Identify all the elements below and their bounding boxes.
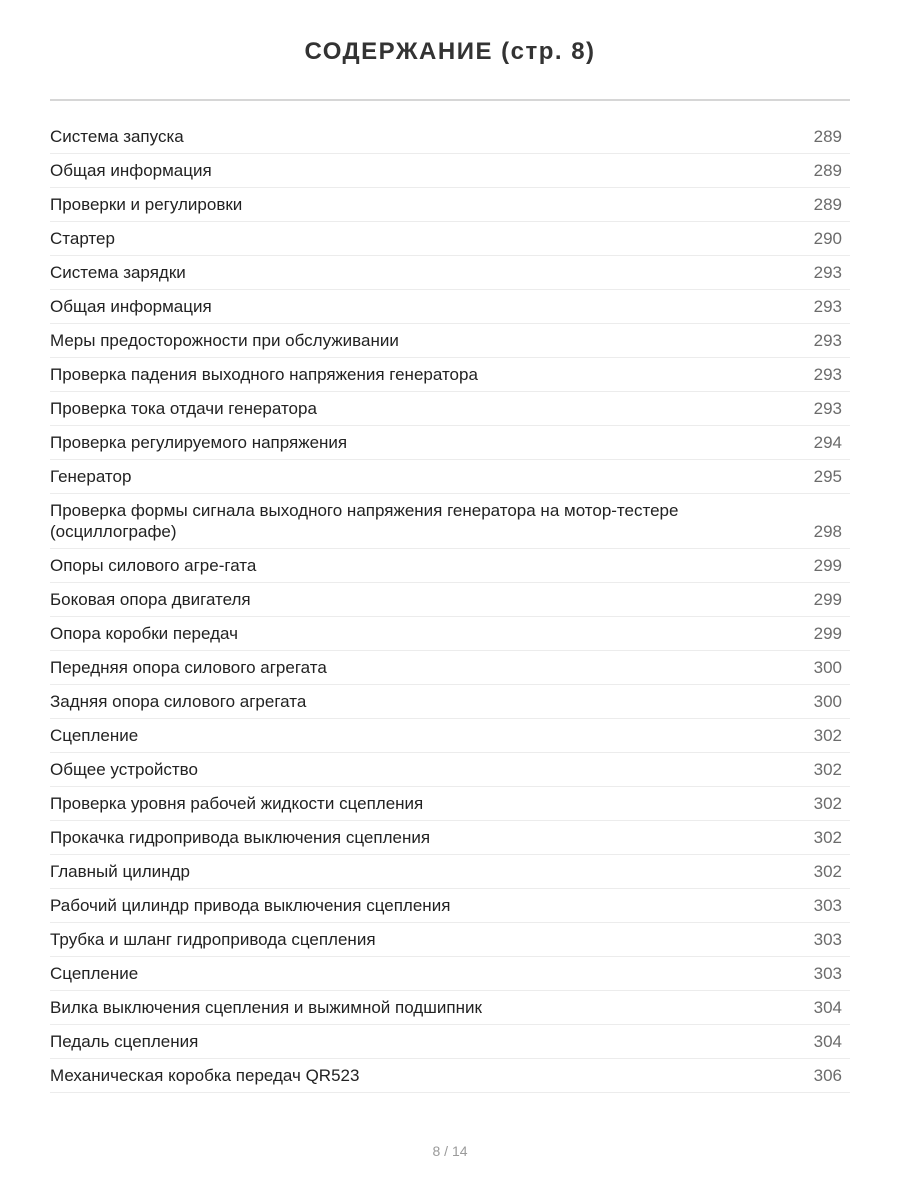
toc-entry[interactable] <box>50 392 850 426</box>
toc-entry[interactable] <box>50 460 850 494</box>
toc-entry-title: Меры предосторожности при обслуживании <box>50 331 399 350</box>
toc-entry[interactable] <box>50 583 850 617</box>
toc-entry[interactable] <box>50 1059 850 1093</box>
toc-entry-page-number: 303 <box>813 896 842 915</box>
toc-entry-page-number: 302 <box>813 828 842 847</box>
toc-entry-page-number: 289 <box>813 127 842 146</box>
toc-entry-page-number: 299 <box>813 556 842 575</box>
toc-entry-page-number: 306 <box>813 1066 842 1085</box>
toc-entry-title: Система зарядки <box>50 263 186 282</box>
page-title: СОДЕРЖАНИЕ (стр. 8) <box>304 38 596 65</box>
toc-list <box>50 120 850 1093</box>
toc-entry-page-number: 299 <box>813 624 842 643</box>
toc-entry[interactable] <box>50 821 850 855</box>
toc-entry[interactable] <box>50 617 850 651</box>
toc-entry[interactable] <box>50 1025 850 1059</box>
toc-entry-page-number: 302 <box>813 760 842 779</box>
toc-entry[interactable] <box>50 991 850 1025</box>
toc-entry-page-number: 298 <box>813 522 842 541</box>
toc-entry-title: Главный цилиндр <box>50 862 190 881</box>
toc-entry-title: Система запуска <box>50 127 184 146</box>
toc-entry-title: Прокачка гидропривода выключения сцепления <box>50 828 431 847</box>
toc-entry-page-number: 290 <box>813 229 842 248</box>
toc-entry[interactable] <box>50 426 850 460</box>
toc-entry[interactable] <box>50 494 850 549</box>
toc-entry-title: Опора коробки передач <box>50 624 238 643</box>
toc-entry-title: Педаль сцепления <box>50 1032 199 1051</box>
toc-entry-page-number: 294 <box>813 433 842 452</box>
toc-entry[interactable] <box>50 685 850 719</box>
toc-entry[interactable] <box>50 358 850 392</box>
toc-entry-page-number: 289 <box>813 161 842 180</box>
toc-entry[interactable] <box>50 855 850 889</box>
toc-entry[interactable] <box>50 753 850 787</box>
toc-entry[interactable] <box>50 651 850 685</box>
toc-entry[interactable] <box>50 549 850 583</box>
toc-entry-title: Опоры силового агре-гата <box>50 556 257 575</box>
toc-entry-title: Проверка тока отдачи генератора <box>50 399 317 418</box>
toc-entry[interactable] <box>50 222 850 256</box>
toc-entry-title: Генератор <box>50 467 132 486</box>
toc-entry[interactable] <box>50 889 850 923</box>
toc-entry-page-number: 303 <box>813 930 842 949</box>
toc-entry-page-number: 300 <box>813 692 842 711</box>
toc-entry-title: Механическая коробка передач QR523 <box>50 1066 360 1085</box>
toc-entry-title: Проверка регулируемого напряжения <box>50 433 348 452</box>
toc-entry-title: Сцепление <box>50 964 139 983</box>
toc-entry[interactable] <box>50 957 850 991</box>
toc-entry[interactable] <box>50 787 850 821</box>
toc-entry-title: Проверка формы сигнала выходного напряжения генератора на мотор-тестере (осциллографе) <box>50 501 679 541</box>
toc-entry-page-number: 289 <box>813 195 842 214</box>
toc-entry-page-number: 302 <box>813 726 842 745</box>
toc-entry-page-number: 299 <box>813 590 842 609</box>
toc-entry-page-number: 295 <box>813 467 842 486</box>
toc-entry-title: Стартер <box>50 229 115 248</box>
toc-entry[interactable] <box>50 188 850 222</box>
toc-entry-title: Общее устройство <box>50 760 198 779</box>
toc-entry[interactable] <box>50 256 850 290</box>
toc-entry[interactable] <box>50 290 850 324</box>
toc-entry-page-number: 293 <box>813 263 842 282</box>
toc-entry[interactable] <box>50 120 850 154</box>
toc-entry-title: Проверка уровня рабочей жидкости сцепления <box>50 794 424 813</box>
toc-entry[interactable] <box>50 923 850 957</box>
toc-entry-page-number: 304 <box>813 998 842 1017</box>
toc-entry-title: Сцепление <box>50 726 139 745</box>
toc-entry-title: Задняя опора силового агрегата <box>50 692 307 711</box>
toc-entry[interactable] <box>50 719 850 753</box>
page-number: 8 / 14 <box>432 1143 468 1159</box>
toc-entry-title: Проверка падения выходного напряжения генератора <box>50 365 478 384</box>
toc-entry-title: Проверки и регулировки <box>50 195 243 214</box>
toc-entry-page-number: 293 <box>813 297 842 316</box>
toc-entry[interactable] <box>50 154 850 188</box>
toc-entry-page-number: 302 <box>813 862 842 881</box>
toc-entry-title: Общая информация <box>50 297 212 316</box>
toc-entry-title: Передняя опора силового агрегата <box>50 658 327 677</box>
toc-entry-title: Вилка выключения сцепления и выжимной подшипник <box>50 998 482 1017</box>
toc-entry-page-number: 293 <box>813 365 842 384</box>
toc-entry-page-number: 300 <box>813 658 842 677</box>
toc-entry-title: Рабочий цилиндр привода выключения сцепления <box>50 896 451 915</box>
toc-entry-page-number: 293 <box>813 331 842 350</box>
title-divider <box>50 99 850 101</box>
toc-entry-page-number: 304 <box>813 1032 842 1051</box>
toc-entry[interactable] <box>50 324 850 358</box>
toc-entry-page-number: 302 <box>813 794 842 813</box>
toc-entry-title: Трубка и шланг гидропривода сцепления <box>50 930 376 949</box>
toc-entry-page-number: 303 <box>813 964 842 983</box>
toc-entry-page-number: 293 <box>813 399 842 418</box>
toc-entry-title: Боковая опора двигателя <box>50 590 251 609</box>
toc-entry-title: Общая информация <box>50 161 212 180</box>
